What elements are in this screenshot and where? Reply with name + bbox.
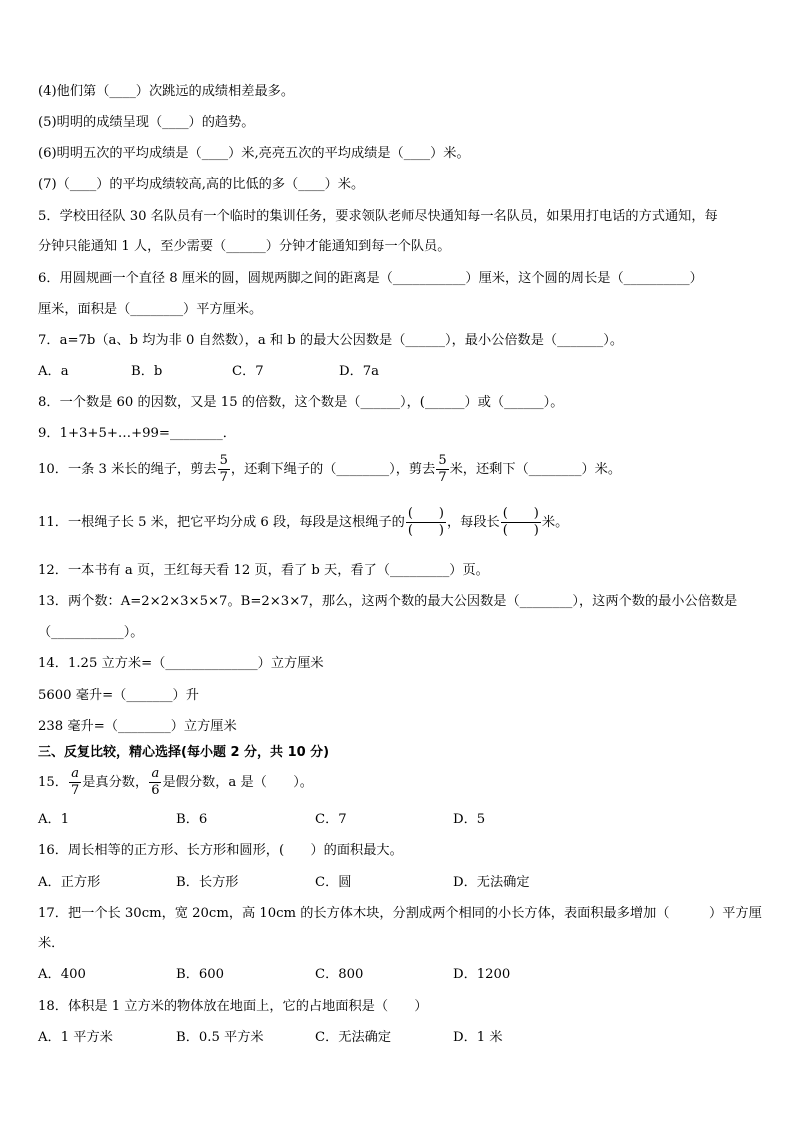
question-15 bbox=[38, 764, 313, 802]
fraction-denominator: 7 bbox=[219, 470, 228, 485]
question-10-text-end: 米，还剩下（________）米。 bbox=[449, 462, 622, 477]
question-8: 8．一个数是 60 的因数，又是 15 的倍数，这个数是（______），(______）或（______）。 bbox=[38, 395, 564, 410]
question-17-line-2: 米． bbox=[38, 936, 65, 951]
fraction-a-over-6 bbox=[149, 766, 161, 799]
question-16-option-d: D．无法确定 bbox=[453, 875, 530, 890]
fraction-a-over-7 bbox=[69, 766, 81, 799]
question-15-text-middle: 是真分数， bbox=[82, 775, 149, 790]
blank-numerator: ( ) bbox=[407, 506, 444, 521]
section-3-heading: 三、反复比较，精心选择(每小题 2 分，共 10 分) bbox=[38, 745, 330, 760]
fraction-denominator: 7 bbox=[70, 783, 80, 798]
fraction-numerator: a bbox=[149, 766, 161, 783]
question-16-option-c: C．圆 bbox=[315, 875, 352, 890]
question-4-part-7: (7)（____）的平均成绩较高,高的比低的多（____）米。 bbox=[38, 177, 365, 192]
question-15-text-end: 是假分数，a 是（ ）。 bbox=[162, 775, 313, 790]
question-9: 9．1+3+5+…+99=________． bbox=[38, 426, 236, 441]
question-4-part-4: (4)他们第（____）次跳远的成绩相差最多。 bbox=[38, 84, 295, 99]
question-4-part-5: (5)明明的成绩呈现（____）的趋势。 bbox=[38, 115, 255, 130]
question-12: 12．一本书有 a 页，王红每天看 12 页，看了 b 天，看了（_________）页。 bbox=[38, 563, 489, 578]
blank-fraction-part bbox=[406, 506, 446, 539]
question-11-text-middle: ，每段长 bbox=[446, 515, 500, 530]
fraction-five-sevenths bbox=[218, 453, 230, 486]
question-4-part-6: (6)明明五次的平均成绩是（____）米,亮亮五次的平均成绩是（____）米。 bbox=[38, 146, 470, 161]
question-7-option-d: D．7a bbox=[339, 364, 380, 379]
question-14-line-2: 5600 毫升=（_______）升 bbox=[38, 688, 199, 703]
question-15-number: 15． bbox=[38, 775, 68, 790]
question-15-option-b: B．6 bbox=[176, 812, 208, 827]
question-7-option-c: C．7 bbox=[232, 364, 264, 379]
question-14-line-1: 14．1.25 立方米=（______________）立方厘米 bbox=[38, 656, 324, 671]
blank-denominator: ( ) bbox=[407, 523, 444, 538]
question-18-option-a: A．1 平方米 bbox=[38, 1030, 113, 1045]
blank-numerator: ( ) bbox=[502, 506, 539, 521]
question-16: 16．周长相等的正方形、长方形和圆形，( ）的面积最大。 bbox=[38, 843, 403, 858]
question-17-option-a: A．400 bbox=[38, 967, 86, 982]
question-17-option-c: C．800 bbox=[315, 967, 364, 982]
question-18-option-d: D．1 米 bbox=[453, 1030, 503, 1045]
question-15-option-d: D．5 bbox=[453, 812, 486, 827]
question-5-line-1: 5．学校田径队 30 名队员有一个临时的集训任务，要求领队老师尽快通知每一名队员，如果用打电话的方式通知，每 bbox=[38, 209, 718, 224]
question-17-option-b: B．600 bbox=[176, 967, 225, 982]
question-14-line-3: 238 毫升=（________）立方厘米 bbox=[38, 719, 237, 734]
question-10 bbox=[38, 452, 621, 488]
question-18: 18．体积是 1 立方米的物体放在地面上，它的占地面积是（ ） bbox=[38, 999, 428, 1014]
question-11-text-end: 米。 bbox=[541, 515, 569, 530]
question-15-option-a: A．1 bbox=[38, 812, 70, 827]
question-13-line-1: 13．两个数：A=2×2×3×5×7。B=2×3×7，那么，这两个数的最大公因数是（________），这两个数的最小公倍数是 bbox=[38, 594, 738, 609]
question-16-option-a: A．正方形 bbox=[38, 875, 101, 890]
fraction-numerator: 5 bbox=[438, 453, 447, 468]
question-11-text-start: 11．一根绳子长 5 米，把它平均分成 6 段，每段是这根绳子的 bbox=[38, 515, 405, 530]
question-15-option-c: C．7 bbox=[315, 812, 347, 827]
question-6-line-2: 厘米，面积是（________）平方厘米。 bbox=[38, 302, 263, 317]
question-6-line-1: 6．用圆规画一个直径 8 厘米的圆，圆规两脚之间的距离是（___________）厘米，这个圆的周长是（__________） bbox=[38, 271, 703, 286]
question-7-option-a: A．a bbox=[38, 364, 69, 379]
blank-fraction-length bbox=[501, 506, 541, 539]
fraction-denominator: 7 bbox=[438, 470, 447, 485]
question-10-text-start: 10．一条 3 米长的绳子，剪去 bbox=[38, 462, 217, 477]
fraction-five-sevenths-meters bbox=[436, 453, 448, 486]
blank-denominator: ( ) bbox=[502, 523, 539, 538]
fraction-denominator: 6 bbox=[151, 783, 160, 798]
question-18-option-c: C．无法确定 bbox=[315, 1030, 392, 1045]
question-13-line-2: （___________）。 bbox=[38, 625, 144, 640]
question-10-text-middle: ，还剩下绳子的（________），剪去 bbox=[230, 462, 436, 477]
question-7-option-b: B．b bbox=[131, 364, 163, 379]
question-11 bbox=[38, 502, 568, 544]
fraction-numerator: a bbox=[69, 766, 81, 783]
fraction-numerator: 5 bbox=[219, 453, 228, 468]
question-18-option-b: B．0.5 平方米 bbox=[176, 1030, 264, 1045]
question-17-line-1: 17．把一个长 30cm，宽 20cm，高 10cm 的长方体木块，分割成两个相同的小长方体，表面积最多增加（ ）平方厘 bbox=[38, 906, 762, 921]
question-7: 7．a=7b（a、b 均为非 0 自然数），a 和 b 的最大公因数是（______），最小公倍数是（_______）。 bbox=[38, 333, 624, 348]
question-16-option-b: B．长方形 bbox=[176, 875, 239, 890]
question-5-line-2: 分钟只能通知 1 人，至少需要（______）分钟才能通知到每一个队员。 bbox=[38, 239, 451, 254]
question-17-option-d: D．1200 bbox=[453, 967, 511, 982]
